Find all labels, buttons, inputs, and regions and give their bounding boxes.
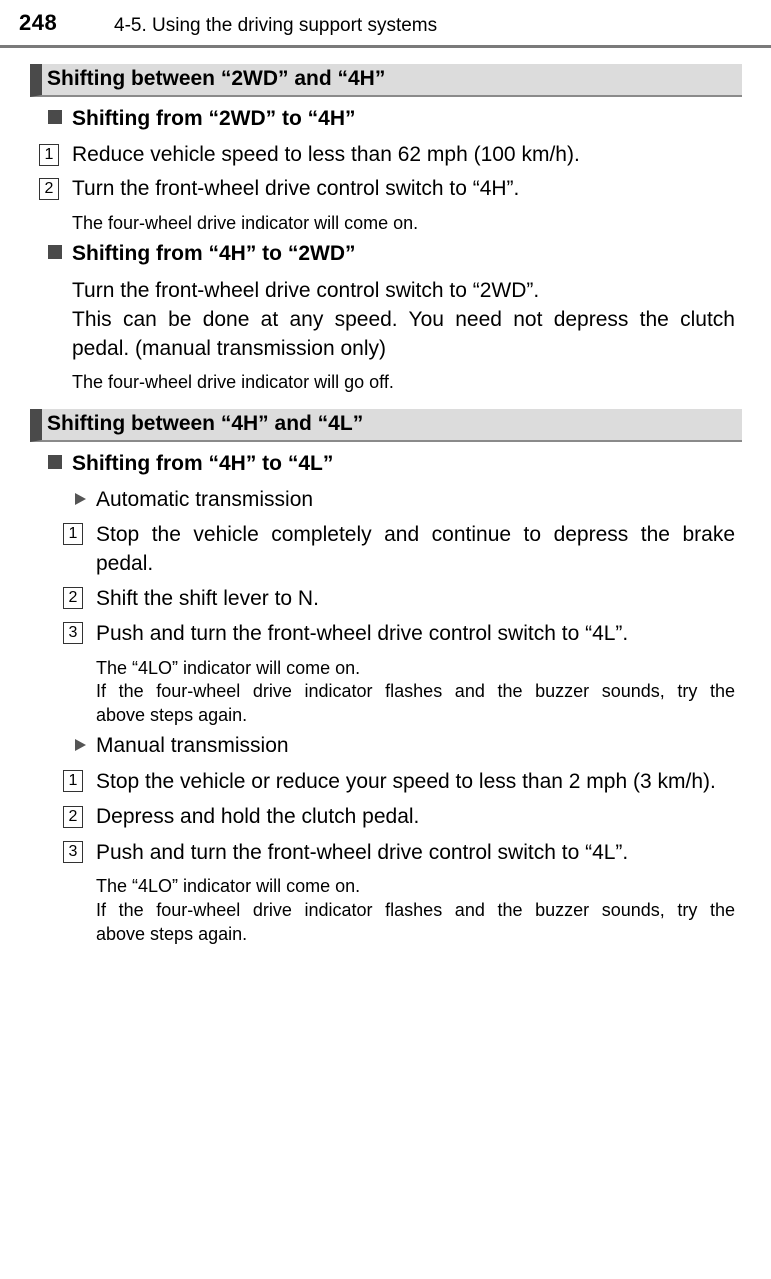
step-text: Stop the vehicle completely and continue to depress the brake xyxy=(96,523,735,546)
note-text: The four-wheel drive indicator will come on. xyxy=(72,213,419,233)
body-text: Turn the front-wheel drive control switch to “2WD”. xyxy=(72,279,540,302)
automatic-transmission-label: Automatic transmission xyxy=(75,485,313,514)
step-text: Shift the shift lever to N. xyxy=(96,587,319,610)
note-text: above steps again. xyxy=(96,924,248,944)
step-number-box: 1 xyxy=(63,523,83,545)
note-text: If the four-wheel drive indicator flashes and the buzzer sounds, try the xyxy=(96,681,735,701)
note-text: above steps again. xyxy=(96,705,248,725)
section-heading-text: Shifting between “4H” and “4L” xyxy=(47,412,364,435)
body-text: pedal. (manual transmission only) xyxy=(72,337,386,360)
note-text: The four-wheel drive indicator will go off. xyxy=(72,372,394,392)
step-number-box: 2 xyxy=(63,587,83,609)
step-number-box: 2 xyxy=(63,806,83,828)
manual-transmission-label: Manual transmission xyxy=(75,731,289,760)
step-number-box: 1 xyxy=(39,144,59,166)
step-number-box: 1 xyxy=(63,770,83,792)
note-text: The “4LO” indicator will come on. xyxy=(96,658,361,678)
triangle-bullet-icon xyxy=(75,493,86,505)
step-text: Turn the front-wheel drive control switch to “4H”. xyxy=(72,177,520,200)
step-text: Stop the vehicle or reduce your speed to less than 2 mph (3 km/h). xyxy=(96,770,716,793)
step-number-box: 3 xyxy=(63,622,83,644)
triangle-bullet-icon xyxy=(75,739,86,751)
step-number-box: 2 xyxy=(39,178,59,200)
subheading-4h-to-4l: Shifting from “4H” to “4L” xyxy=(48,452,333,476)
page-header xyxy=(0,0,771,48)
section-heading-4h-4l xyxy=(30,409,742,442)
page-number: 248 xyxy=(19,10,58,35)
section-heading-2wd-4h xyxy=(30,64,742,97)
square-bullet-icon xyxy=(48,245,62,259)
body-text: This can be done at any speed. You need not depress the clutch xyxy=(72,308,735,331)
square-bullet-icon xyxy=(48,455,62,469)
step-text: Reduce vehicle speed to less than 62 mph (100 km/h). xyxy=(72,143,580,166)
square-bullet-icon xyxy=(48,110,62,124)
step-text: pedal. xyxy=(96,552,154,575)
step-text: Push and turn the front-wheel drive control switch to “4L”. xyxy=(96,841,629,864)
chapter-title: 4-5. Using the driving support systems xyxy=(114,15,438,36)
section-heading-text: Shifting between “2WD” and “4H” xyxy=(47,67,386,90)
step-number-box: 3 xyxy=(63,841,83,863)
note-text: If the four-wheel drive indicator flashes and the buzzer sounds, try the xyxy=(96,900,735,920)
step-text: Push and turn the front-wheel drive control switch to “4L”. xyxy=(96,622,629,645)
step-text: Depress and hold the clutch pedal. xyxy=(96,805,420,828)
note-text: The “4LO” indicator will come on. xyxy=(96,876,361,896)
subheading-4h-to-2wd: Shifting from “4H” to “2WD” xyxy=(48,242,355,266)
subheading-2wd-to-4h: Shifting from “2WD” to “4H” xyxy=(48,107,355,131)
